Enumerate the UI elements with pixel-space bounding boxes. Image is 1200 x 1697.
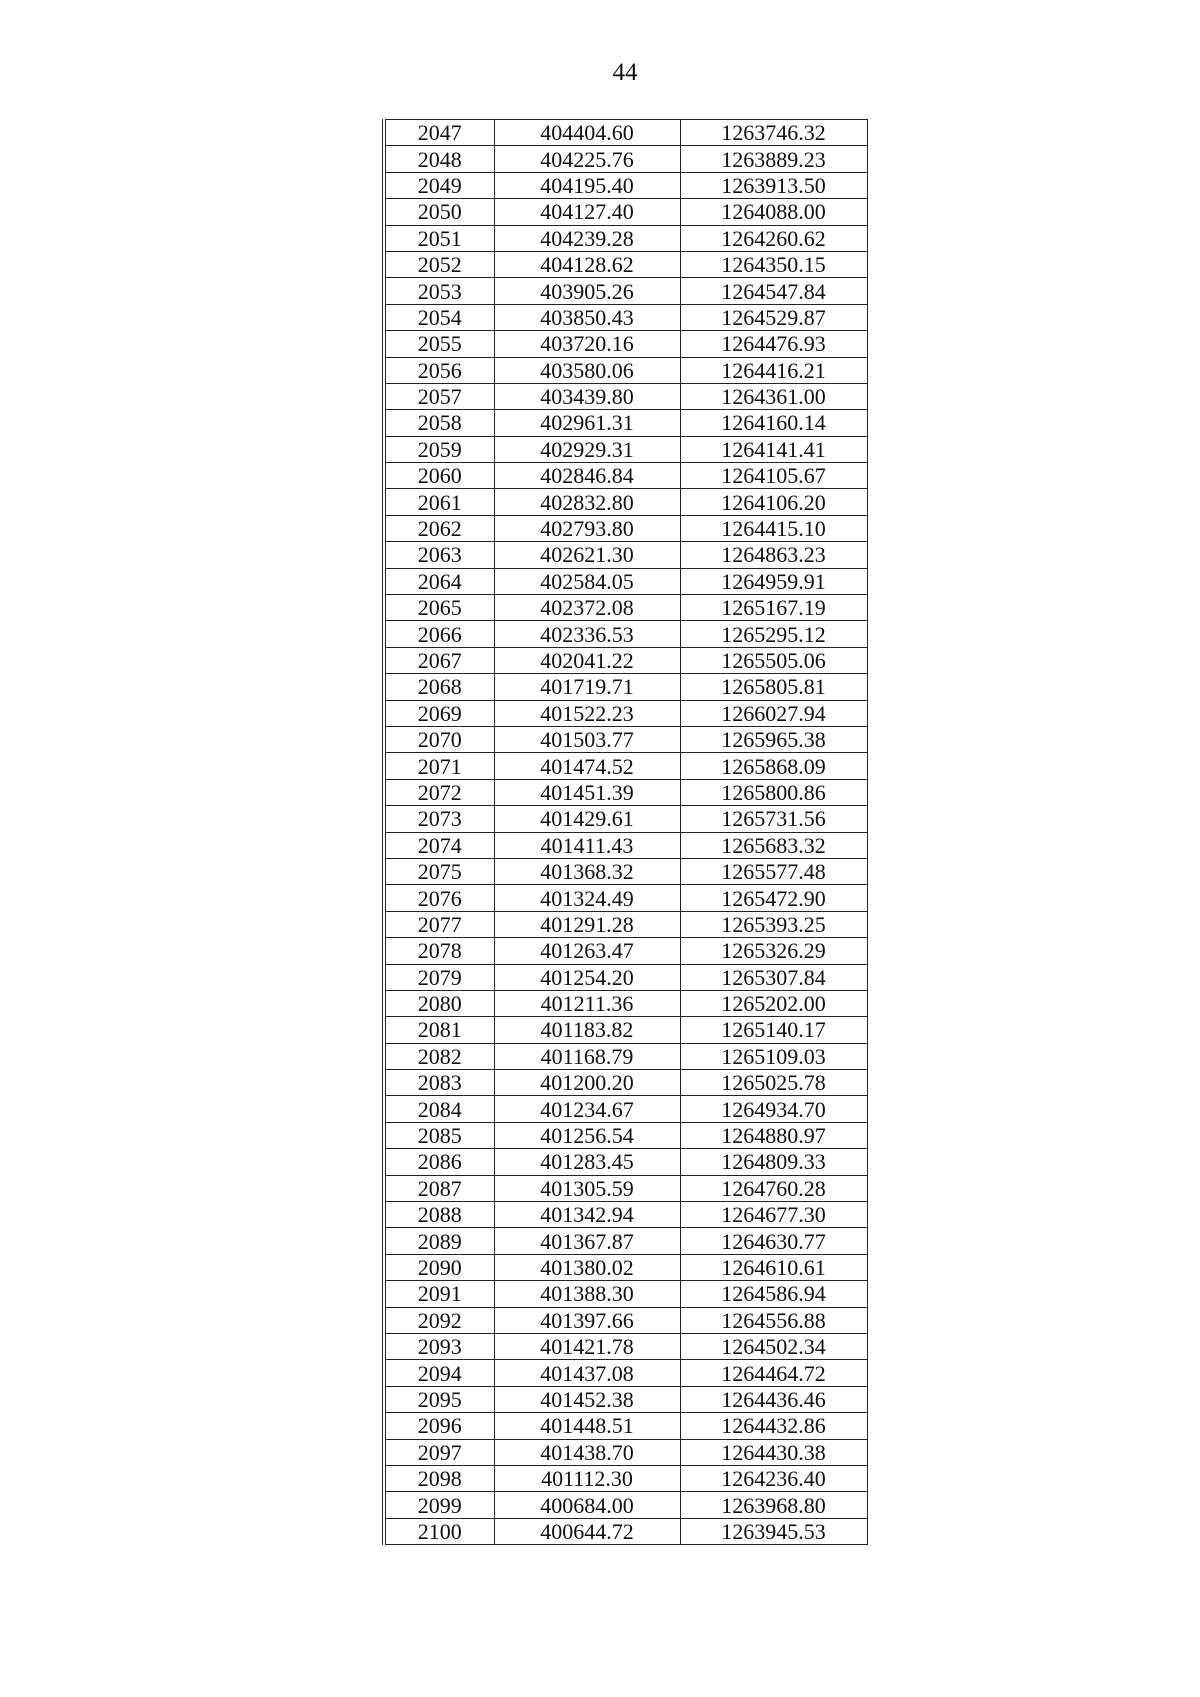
table-row bbox=[384, 1017, 867, 1043]
point-number-cell: 2095 bbox=[384, 1386, 494, 1412]
point-number-cell: 2073 bbox=[384, 806, 494, 832]
point-number-cell: 2098 bbox=[384, 1465, 494, 1491]
table-row bbox=[384, 542, 867, 568]
table-row bbox=[384, 1386, 867, 1412]
point-number-cell: 2075 bbox=[384, 858, 494, 884]
point-number-cell: 2070 bbox=[384, 726, 494, 752]
point-number-cell: 2097 bbox=[384, 1439, 494, 1465]
y-coordinate-cell: 1264436.46 bbox=[680, 1386, 867, 1412]
x-coordinate-cell: 401368.32 bbox=[494, 858, 680, 884]
x-coordinate-cell: 401168.79 bbox=[494, 1043, 680, 1069]
table-row bbox=[384, 806, 867, 832]
y-coordinate-cell: 1265326.29 bbox=[680, 938, 867, 964]
table-row bbox=[384, 463, 867, 489]
y-coordinate-cell: 1265800.86 bbox=[680, 779, 867, 805]
point-number-cell: 2053 bbox=[384, 278, 494, 304]
point-number-cell: 2064 bbox=[384, 568, 494, 594]
point-number-cell: 2078 bbox=[384, 938, 494, 964]
y-coordinate-cell: 1265577.48 bbox=[680, 858, 867, 884]
table-row bbox=[384, 1439, 867, 1465]
point-number-cell: 2094 bbox=[384, 1360, 494, 1386]
y-coordinate-cell: 1265307.84 bbox=[680, 964, 867, 990]
point-number-cell: 2091 bbox=[384, 1281, 494, 1307]
point-number-cell: 2077 bbox=[384, 911, 494, 937]
x-coordinate-cell: 401451.39 bbox=[494, 779, 680, 805]
table-row bbox=[384, 911, 867, 937]
y-coordinate-cell: 1263913.50 bbox=[680, 172, 867, 198]
table-row bbox=[384, 1043, 867, 1069]
point-number-cell: 2074 bbox=[384, 832, 494, 858]
table-row bbox=[384, 304, 867, 330]
coordinates-table-body bbox=[384, 120, 867, 1545]
y-coordinate-cell: 1264105.67 bbox=[680, 463, 867, 489]
point-number-cell: 2048 bbox=[384, 146, 494, 172]
point-number-cell: 2084 bbox=[384, 1096, 494, 1122]
x-coordinate-cell: 404239.28 bbox=[494, 225, 680, 251]
x-coordinate-cell: 404195.40 bbox=[494, 172, 680, 198]
x-coordinate-cell: 401421.78 bbox=[494, 1333, 680, 1359]
y-coordinate-cell: 1265731.56 bbox=[680, 806, 867, 832]
y-coordinate-cell: 1265025.78 bbox=[680, 1070, 867, 1096]
point-number-cell: 2054 bbox=[384, 304, 494, 330]
point-number-cell: 2072 bbox=[384, 779, 494, 805]
x-coordinate-cell: 401438.70 bbox=[494, 1439, 680, 1465]
point-number-cell: 2052 bbox=[384, 251, 494, 277]
x-coordinate-cell: 403905.26 bbox=[494, 278, 680, 304]
x-coordinate-cell: 401305.59 bbox=[494, 1175, 680, 1201]
x-coordinate-cell: 401254.20 bbox=[494, 964, 680, 990]
table-row bbox=[384, 647, 867, 673]
x-coordinate-cell: 402584.05 bbox=[494, 568, 680, 594]
point-number-cell: 2066 bbox=[384, 621, 494, 647]
y-coordinate-cell: 1264959.91 bbox=[680, 568, 867, 594]
x-coordinate-cell: 404127.40 bbox=[494, 199, 680, 225]
y-coordinate-cell: 1263746.32 bbox=[680, 120, 867, 146]
table-row bbox=[384, 1070, 867, 1096]
y-coordinate-cell: 1264677.30 bbox=[680, 1202, 867, 1228]
y-coordinate-cell: 1264547.84 bbox=[680, 278, 867, 304]
x-coordinate-cell: 401503.77 bbox=[494, 726, 680, 752]
x-coordinate-cell: 401263.47 bbox=[494, 938, 680, 964]
table-row bbox=[384, 1281, 867, 1307]
point-number-cell: 2050 bbox=[384, 199, 494, 225]
y-coordinate-cell: 1264586.94 bbox=[680, 1281, 867, 1307]
point-number-cell: 2047 bbox=[384, 120, 494, 146]
table-row bbox=[384, 990, 867, 1016]
point-number-cell: 2067 bbox=[384, 647, 494, 673]
y-coordinate-cell: 1265868.09 bbox=[680, 753, 867, 779]
point-number-cell: 2080 bbox=[384, 990, 494, 1016]
point-number-cell: 2059 bbox=[384, 436, 494, 462]
point-number-cell: 2065 bbox=[384, 595, 494, 621]
table-row bbox=[384, 1518, 867, 1544]
table-row bbox=[384, 1333, 867, 1359]
y-coordinate-cell: 1264464.72 bbox=[680, 1360, 867, 1386]
table-row bbox=[384, 1149, 867, 1175]
table-row bbox=[384, 120, 867, 146]
x-coordinate-cell: 403439.80 bbox=[494, 383, 680, 409]
table-row bbox=[384, 331, 867, 357]
y-coordinate-cell: 1264880.97 bbox=[680, 1122, 867, 1148]
y-coordinate-cell: 1265505.06 bbox=[680, 647, 867, 673]
point-number-cell: 2092 bbox=[384, 1307, 494, 1333]
table-row bbox=[384, 1413, 867, 1439]
y-coordinate-cell: 1263945.53 bbox=[680, 1518, 867, 1544]
table-row bbox=[384, 779, 867, 805]
table-row bbox=[384, 146, 867, 172]
x-coordinate-cell: 401342.94 bbox=[494, 1202, 680, 1228]
point-number-cell: 2089 bbox=[384, 1228, 494, 1254]
table-row bbox=[384, 621, 867, 647]
x-coordinate-cell: 402041.22 bbox=[494, 647, 680, 673]
y-coordinate-cell: 1264934.70 bbox=[680, 1096, 867, 1122]
point-number-cell: 2099 bbox=[384, 1492, 494, 1518]
point-number-cell: 2079 bbox=[384, 964, 494, 990]
y-coordinate-cell: 1264630.77 bbox=[680, 1228, 867, 1254]
y-coordinate-cell: 1264416.21 bbox=[680, 357, 867, 383]
x-coordinate-cell: 402929.31 bbox=[494, 436, 680, 462]
x-coordinate-cell: 401200.20 bbox=[494, 1070, 680, 1096]
point-number-cell: 2096 bbox=[384, 1413, 494, 1439]
y-coordinate-cell: 1264106.20 bbox=[680, 489, 867, 515]
y-coordinate-cell: 1264529.87 bbox=[680, 304, 867, 330]
table-row bbox=[384, 1492, 867, 1518]
table-row bbox=[384, 964, 867, 990]
x-coordinate-cell: 401388.30 bbox=[494, 1281, 680, 1307]
page-number: 44 bbox=[612, 59, 638, 86]
table-row bbox=[384, 858, 867, 884]
point-number-cell: 2082 bbox=[384, 1043, 494, 1069]
table-row bbox=[384, 357, 867, 383]
table-row bbox=[384, 383, 867, 409]
table-row bbox=[384, 1202, 867, 1228]
x-coordinate-cell: 401448.51 bbox=[494, 1413, 680, 1439]
table-row bbox=[384, 278, 867, 304]
table-row bbox=[384, 1122, 867, 1148]
x-coordinate-cell: 401411.43 bbox=[494, 832, 680, 858]
y-coordinate-cell: 1265295.12 bbox=[680, 621, 867, 647]
table-row bbox=[384, 1175, 867, 1201]
y-coordinate-cell: 1264236.40 bbox=[680, 1465, 867, 1491]
x-coordinate-cell: 401183.82 bbox=[494, 1017, 680, 1043]
table-row bbox=[384, 1228, 867, 1254]
x-coordinate-cell: 401437.08 bbox=[494, 1360, 680, 1386]
point-number-cell: 2088 bbox=[384, 1202, 494, 1228]
point-number-cell: 2087 bbox=[384, 1175, 494, 1201]
x-coordinate-cell: 401397.66 bbox=[494, 1307, 680, 1333]
x-coordinate-cell: 403580.06 bbox=[494, 357, 680, 383]
table-row bbox=[384, 1307, 867, 1333]
table-row bbox=[384, 251, 867, 277]
y-coordinate-cell: 1264160.14 bbox=[680, 410, 867, 436]
point-number-cell: 2055 bbox=[384, 331, 494, 357]
table-row bbox=[384, 568, 867, 594]
point-number-cell: 2085 bbox=[384, 1122, 494, 1148]
x-coordinate-cell: 402372.08 bbox=[494, 595, 680, 621]
table-row bbox=[384, 436, 867, 462]
table-row bbox=[384, 199, 867, 225]
table-row bbox=[384, 885, 867, 911]
x-coordinate-cell: 403720.16 bbox=[494, 331, 680, 357]
x-coordinate-cell: 401380.02 bbox=[494, 1254, 680, 1280]
x-coordinate-cell: 404404.60 bbox=[494, 120, 680, 146]
table-row bbox=[384, 700, 867, 726]
y-coordinate-cell: 1264350.15 bbox=[680, 251, 867, 277]
y-coordinate-cell: 1265109.03 bbox=[680, 1043, 867, 1069]
table-row bbox=[384, 1465, 867, 1491]
point-number-cell: 2069 bbox=[384, 700, 494, 726]
y-coordinate-cell: 1265140.17 bbox=[680, 1017, 867, 1043]
point-number-cell: 2061 bbox=[384, 489, 494, 515]
x-coordinate-cell: 401452.38 bbox=[494, 1386, 680, 1412]
point-number-cell: 2090 bbox=[384, 1254, 494, 1280]
table-row bbox=[384, 753, 867, 779]
table-row bbox=[384, 225, 867, 251]
point-number-cell: 2051 bbox=[384, 225, 494, 251]
x-coordinate-cell: 401324.49 bbox=[494, 885, 680, 911]
x-coordinate-cell: 402621.30 bbox=[494, 542, 680, 568]
y-coordinate-cell: 1265202.00 bbox=[680, 990, 867, 1016]
point-number-cell: 2081 bbox=[384, 1017, 494, 1043]
y-coordinate-cell: 1264430.38 bbox=[680, 1439, 867, 1465]
x-coordinate-cell: 402832.80 bbox=[494, 489, 680, 515]
y-coordinate-cell: 1266027.94 bbox=[680, 700, 867, 726]
y-coordinate-cell: 1263889.23 bbox=[680, 146, 867, 172]
table-row bbox=[384, 489, 867, 515]
x-coordinate-cell: 402793.80 bbox=[494, 515, 680, 541]
table-row bbox=[384, 726, 867, 752]
x-coordinate-cell: 401429.61 bbox=[494, 806, 680, 832]
y-coordinate-cell: 1265167.19 bbox=[680, 595, 867, 621]
y-coordinate-cell: 1264141.41 bbox=[680, 436, 867, 462]
y-coordinate-cell: 1264863.23 bbox=[680, 542, 867, 568]
point-number-cell: 2086 bbox=[384, 1149, 494, 1175]
y-coordinate-cell: 1264476.93 bbox=[680, 331, 867, 357]
table-row bbox=[384, 595, 867, 621]
x-coordinate-cell: 401719.71 bbox=[494, 674, 680, 700]
point-number-cell: 2100 bbox=[384, 1518, 494, 1544]
x-coordinate-cell: 401256.54 bbox=[494, 1122, 680, 1148]
table-row bbox=[384, 674, 867, 700]
table-row bbox=[384, 1254, 867, 1280]
table-row bbox=[384, 172, 867, 198]
point-number-cell: 2076 bbox=[384, 885, 494, 911]
y-coordinate-cell: 1265805.81 bbox=[680, 674, 867, 700]
table-row bbox=[384, 832, 867, 858]
x-coordinate-cell: 402961.31 bbox=[494, 410, 680, 436]
point-number-cell: 2056 bbox=[384, 357, 494, 383]
y-coordinate-cell: 1264415.10 bbox=[680, 515, 867, 541]
y-coordinate-cell: 1264088.00 bbox=[680, 199, 867, 225]
x-coordinate-cell: 401367.87 bbox=[494, 1228, 680, 1254]
x-coordinate-cell: 401283.45 bbox=[494, 1149, 680, 1175]
y-coordinate-cell: 1264260.62 bbox=[680, 225, 867, 251]
x-coordinate-cell: 400644.72 bbox=[494, 1518, 680, 1544]
point-number-cell: 2093 bbox=[384, 1333, 494, 1359]
coordinates-table bbox=[382, 119, 868, 1545]
table-row bbox=[384, 410, 867, 436]
point-number-cell: 2071 bbox=[384, 753, 494, 779]
point-number-cell: 2058 bbox=[384, 410, 494, 436]
x-coordinate-cell: 401211.36 bbox=[494, 990, 680, 1016]
x-coordinate-cell: 401522.23 bbox=[494, 700, 680, 726]
point-number-cell: 2060 bbox=[384, 463, 494, 489]
y-coordinate-cell: 1265965.38 bbox=[680, 726, 867, 752]
x-coordinate-cell: 400684.00 bbox=[494, 1492, 680, 1518]
table-row bbox=[384, 1360, 867, 1386]
y-coordinate-cell: 1264610.61 bbox=[680, 1254, 867, 1280]
y-coordinate-cell: 1264432.86 bbox=[680, 1413, 867, 1439]
y-coordinate-cell: 1265683.32 bbox=[680, 832, 867, 858]
x-coordinate-cell: 401291.28 bbox=[494, 911, 680, 937]
x-coordinate-cell: 404225.76 bbox=[494, 146, 680, 172]
x-coordinate-cell: 404128.62 bbox=[494, 251, 680, 277]
y-coordinate-cell: 1265472.90 bbox=[680, 885, 867, 911]
x-coordinate-cell: 402336.53 bbox=[494, 621, 680, 647]
point-number-cell: 2083 bbox=[384, 1070, 494, 1096]
table-row bbox=[384, 515, 867, 541]
point-number-cell: 2057 bbox=[384, 383, 494, 409]
x-coordinate-cell: 403850.43 bbox=[494, 304, 680, 330]
y-coordinate-cell: 1265393.25 bbox=[680, 911, 867, 937]
x-coordinate-cell: 401474.52 bbox=[494, 753, 680, 779]
y-coordinate-cell: 1264809.33 bbox=[680, 1149, 867, 1175]
point-number-cell: 2049 bbox=[384, 172, 494, 198]
x-coordinate-cell: 401234.67 bbox=[494, 1096, 680, 1122]
y-coordinate-cell: 1263968.80 bbox=[680, 1492, 867, 1518]
y-coordinate-cell: 1264760.28 bbox=[680, 1175, 867, 1201]
point-number-cell: 2063 bbox=[384, 542, 494, 568]
x-coordinate-cell: 401112.30 bbox=[494, 1465, 680, 1491]
table-row bbox=[384, 938, 867, 964]
x-coordinate-cell: 402846.84 bbox=[494, 463, 680, 489]
y-coordinate-cell: 1264556.88 bbox=[680, 1307, 867, 1333]
y-coordinate-cell: 1264502.34 bbox=[680, 1333, 867, 1359]
point-number-cell: 2068 bbox=[384, 674, 494, 700]
point-number-cell: 2062 bbox=[384, 515, 494, 541]
table-row bbox=[384, 1096, 867, 1122]
y-coordinate-cell: 1264361.00 bbox=[680, 383, 867, 409]
